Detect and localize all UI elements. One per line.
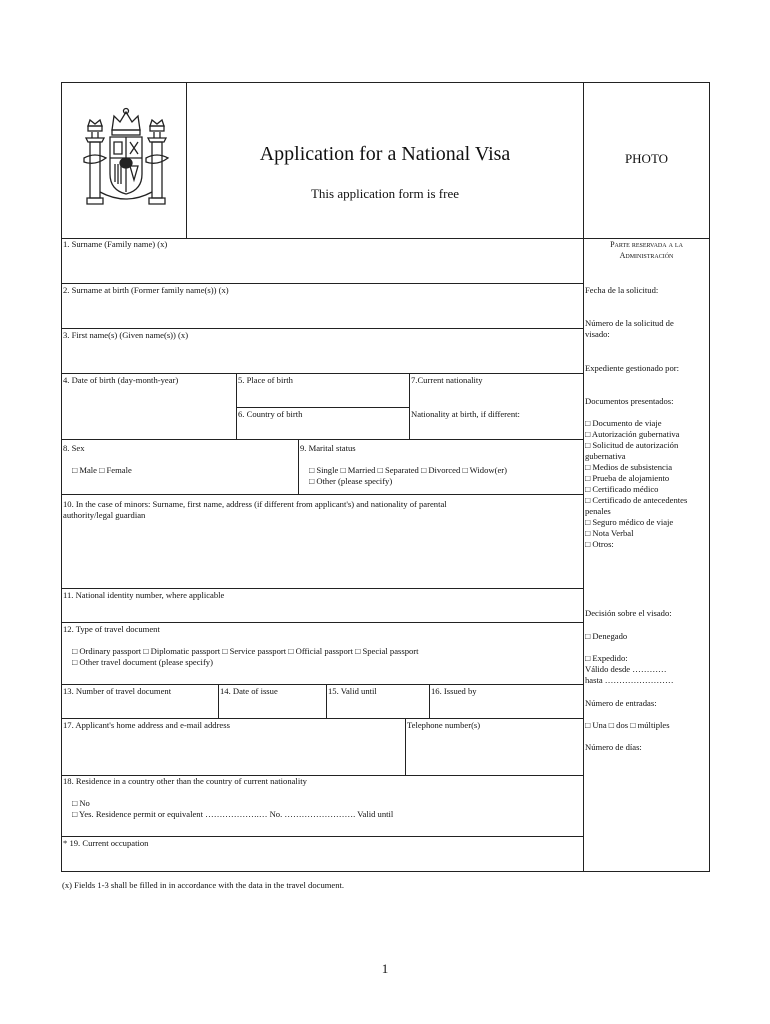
admin-numero-solicitud-line1: Número de la solicitud de (585, 318, 674, 328)
admin-doc-item[interactable]: □ Certificado médico (585, 484, 659, 494)
date-of-birth-label: 4. Date of birth (day-month-year) (63, 375, 179, 385)
admin-entradas-options[interactable]: □ Una □ dos □ múltiples (585, 720, 670, 730)
admin-doc-item: penales (585, 506, 611, 516)
country-of-birth-label: 6. Country of birth (238, 409, 303, 419)
current-nationality-label: 7.Current nationality (411, 375, 483, 385)
sex-label: 8. Sex (63, 443, 85, 453)
travel-document-other[interactable]: □ Other travel document (please specify) (72, 657, 213, 667)
first-names-label: 3. First name(s) (Given name(s)) (x) (63, 330, 189, 340)
issued-by-label: 16. Issued by (431, 686, 477, 696)
admin-doc-item[interactable]: □ Nota Verbal (585, 528, 634, 538)
admin-doc-item[interactable]: □ Autorización gubernativa (585, 429, 680, 439)
residence-no-option[interactable]: □ No (72, 798, 90, 808)
travel-document-options[interactable]: □ Ordinary passport □ Diplomatic passport □ Service passport □ Official passport □ Special passport (72, 646, 419, 656)
photo-label: PHOTO (624, 151, 669, 166)
admin-doc-item[interactable]: □ Certificado de antecedentes (585, 495, 688, 505)
page-subtitle: This application form is free (310, 186, 459, 201)
admin-doc-item[interactable]: □ Documento de viaje (585, 418, 662, 428)
admin-doc-item[interactable]: □ Medios de subsistencia (585, 462, 673, 472)
nationality-at-birth-label: Nationality at birth, if different: (411, 409, 520, 419)
marital-status-label: 9. Marital status (300, 443, 356, 453)
surname-label: 1. Surname (Family name) (x) (63, 239, 168, 249)
valid-until-label: 15. Valid until (328, 686, 377, 696)
page-title: Application for a National Visa (259, 143, 511, 165)
travel-document-number-label: 13. Number of travel document (63, 686, 172, 696)
residence-label: 18. Residence in a country other than the country of current nationality (63, 776, 307, 786)
admin-documentos-heading: Documentos presentados: (585, 396, 674, 406)
admin-doc-item[interactable]: □ Solicitud de autorización (585, 440, 679, 450)
home-address-label: 17. Applicant's home address and e-mail address (63, 720, 230, 730)
spain-coat-of-arms-icon (80, 106, 172, 214)
marital-status-options[interactable]: □ Single □ Married □ Separated □ Divorced □ Widow(er) (309, 465, 507, 475)
admin-heading-line2: Administración (619, 251, 674, 260)
admin-decision: Decisión sobre el visado: (585, 608, 672, 618)
admin-doc-item: gubernativa (585, 451, 626, 461)
national-id-label: 11. National identity number, where applicable (63, 590, 225, 600)
admin-doc-item[interactable]: □ Seguro médico de viaje (585, 517, 674, 527)
marital-status-other[interactable]: □ Other (please specify) (309, 476, 393, 486)
sex-options[interactable]: □ Male □ Female (72, 465, 132, 475)
date-of-issue-label: 14. Date of issue (220, 686, 278, 696)
admin-heading-line1: Parte reservada a la (610, 240, 683, 249)
place-of-birth-label: 5. Place of birth (238, 375, 293, 385)
admin-doc-item[interactable]: □ Prueba de alojamiento (585, 473, 670, 483)
admin-numero-solicitud-line2: visado: (585, 329, 610, 339)
telephone-label: Telephone number(s) (407, 720, 481, 730)
footnote: (x) Fields 1-3 shall be filled in in accordance with the data in the travel document. (62, 880, 345, 890)
admin-valido-desde: Válido desde ………… (585, 664, 667, 674)
page-number: 1 (381, 961, 389, 976)
travel-document-type-label: 12. Type of travel document (63, 624, 160, 634)
residence-yes-option[interactable]: □ Yes. Residence permit or equivalent ……………….… No. ……………………. Valid until (72, 809, 394, 819)
surname-at-birth-label: 2. Surname at birth (Former family name(s)) (x) (63, 285, 229, 295)
current-occupation-label: * 19. Current occupation (63, 838, 149, 848)
admin-denegado[interactable]: □ Denegado (585, 631, 628, 641)
admin-doc-item[interactable]: □ Otros: (585, 539, 614, 549)
guardian-label-line1: 10. In the case of minors: Surname, first name, address (if different from applicant's) and nationality of parental (63, 499, 447, 509)
admin-fecha-solicitud: Fecha de la solicitud: (585, 285, 659, 295)
admin-numero-dias: Número de días: (585, 742, 642, 752)
admin-expediente: Expediente gestionado por: (585, 363, 680, 373)
guardian-label-line2: authority/legal guardian (63, 510, 146, 520)
admin-numero-entradas: Número de entradas: (585, 698, 657, 708)
admin-hasta: hasta …………………… (585, 675, 674, 685)
admin-expedido[interactable]: □ Expedido: (585, 653, 628, 663)
